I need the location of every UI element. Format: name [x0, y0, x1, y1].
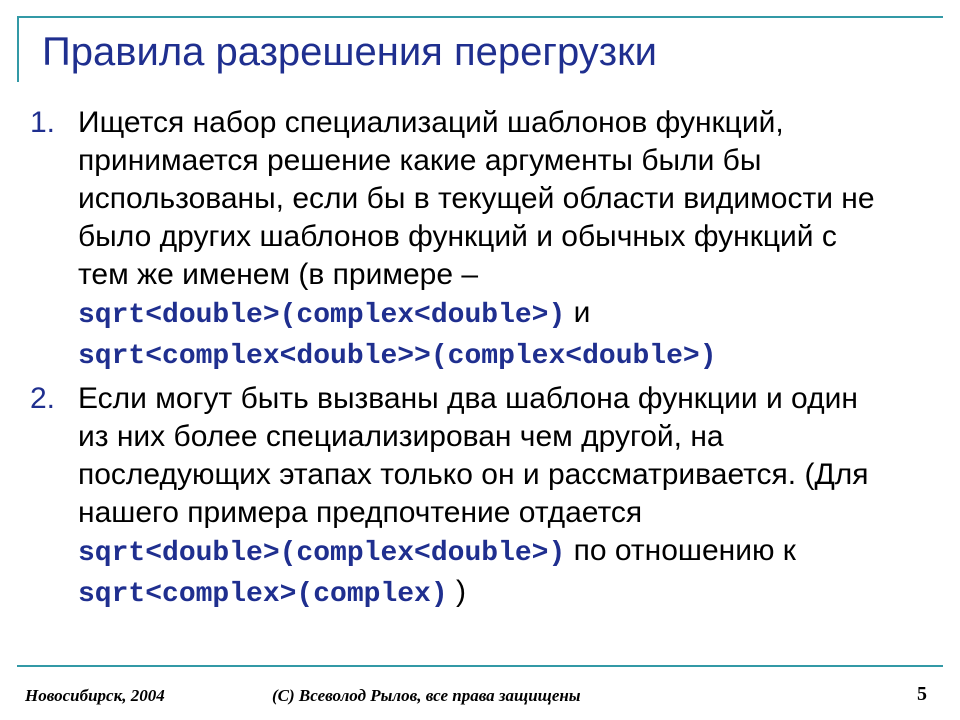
bottom-rule — [17, 665, 943, 667]
conjunction-text: и — [565, 296, 591, 329]
text-line: принимается решение какие аргументы были бы — [78, 144, 762, 177]
page-number: 5 — [917, 683, 927, 705]
list-number: 2. — [30, 382, 56, 415]
code-sample: sqrt<complex>(complex) — [78, 579, 448, 610]
slide-title: Правила разрешения перегрузки — [42, 30, 657, 74]
text-line: последующих этапах только он и рассматривается. (Для — [78, 458, 869, 491]
code-sample: sqrt<double>(complex<double>) — [78, 300, 566, 331]
code-line — [78, 532, 935, 573]
text-line: было других шаблонов функций и обычных функций с — [78, 220, 837, 253]
code-sample: sqrt<complex<double>>(complex<double>) — [78, 341, 717, 372]
closing-paren: ) — [447, 575, 466, 608]
trailing-text: по отношению к — [565, 534, 796, 567]
list-number: 1. — [30, 106, 56, 139]
code-line — [78, 335, 935, 376]
footer-copyright: (C) Всеволод Рылов, все права защищены — [272, 686, 581, 705]
code-sample: sqrt<double>(complex<double>) — [78, 538, 566, 569]
list-item — [30, 104, 935, 376]
slide-content — [30, 104, 935, 618]
code-line — [78, 294, 935, 335]
footer-location-year: Новосибирск, 2004 — [25, 686, 165, 705]
text-line: тем же именем (в примере – — [78, 258, 479, 291]
list-item — [30, 380, 935, 614]
text-line: Ищется набор специализаций шаблонов функций, — [78, 106, 784, 139]
text-line: из них более специализирован чем другой, на — [78, 420, 724, 453]
left-rule — [17, 16, 19, 82]
text-line: использованы, если бы в текущей области видимости не — [78, 182, 875, 215]
top-rule — [17, 16, 943, 18]
code-line — [78, 573, 935, 614]
text-line: нашего примера предпочтение отдается — [78, 496, 643, 529]
text-line: Если могут быть вызваны два шаблона функции и один — [78, 382, 858, 415]
